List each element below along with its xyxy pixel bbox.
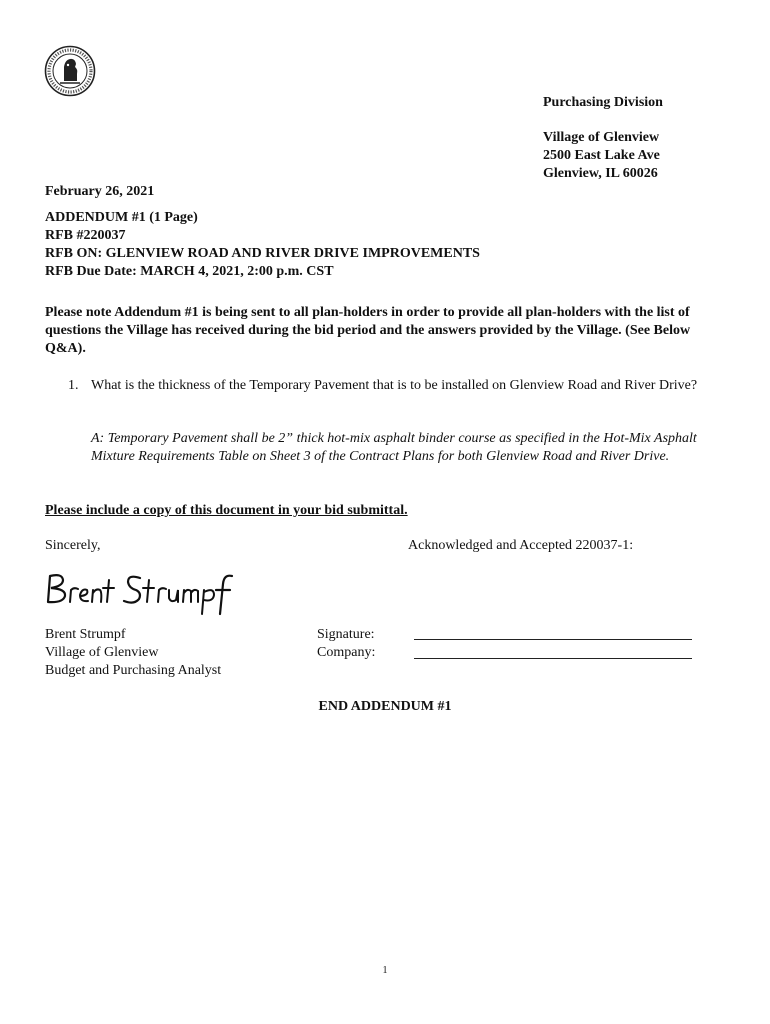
- village-seal-icon: [44, 45, 96, 97]
- sender-street: 2500 East Lake Ave: [543, 148, 660, 163]
- end-addendum: [0, 698, 770, 716]
- page-number: 1: [382, 965, 388, 976]
- signer-block: [45, 626, 221, 680]
- sender-org: Village of Glenview: [543, 130, 660, 145]
- signer-name: Brent Strumpf: [45, 627, 126, 642]
- rfb-due-date: RFB Due Date: MARCH 4, 2021, 2:00 p.m. CST: [45, 264, 334, 279]
- closing-text: Sincerely,: [45, 538, 101, 553]
- sender-division: Purchasing Division: [543, 95, 663, 110]
- signer-title: Budget and Purchasing Analyst: [45, 663, 222, 678]
- answer-text: A: Temporary Pavement shall be 2” thick hot-mix asphalt binder course as specified in the Hot-Mix Asphalt Mixture Requirements Table on Sheet 3 of the Contract Plans for both Glenview Road and River Drive.: [91, 431, 697, 464]
- rfb-subject: RFB ON: GLENVIEW ROAD AND RIVER DRIVE IMPROVEMENTS: [45, 246, 480, 261]
- company-label: Company:: [317, 645, 376, 660]
- acknowledged-label: Acknowledged and Accepted 220037-1:: [408, 538, 634, 553]
- question-number: 1.: [68, 378, 79, 393]
- addendum-note: Please note Addendum #1 is being sent to all plan-holders in order to provide all plan-holders with the list of questions the Village has received during the bid period and the answers provided by the Village. (See Below Q&A).: [45, 305, 691, 356]
- signature-line[interactable]: [414, 639, 692, 640]
- sender-city: Glenview, IL 60026: [543, 166, 658, 181]
- end-addendum-text: END ADDENDUM #1: [318, 699, 452, 714]
- include-copy-note: Please include a copy of this document in your bid submittal.: [45, 503, 408, 518]
- signer-org: Village of Glenview: [45, 645, 159, 660]
- rfb-number: RFB #220037: [45, 228, 126, 243]
- sender-address: [543, 94, 663, 183]
- acceptance-fields: [317, 626, 375, 662]
- company-line[interactable]: [414, 658, 692, 659]
- addendum-title: ADDENDUM #1 (1 Page): [45, 210, 198, 225]
- handwritten-signature: [44, 568, 274, 616]
- question-text: What is the thickness of the Temporary Pavement that is to be installed on Glenview Road and River Drive?: [91, 378, 698, 393]
- signature-label: Signature:: [317, 627, 375, 642]
- letter-date: February 26, 2021: [45, 184, 155, 199]
- addendum-header: [45, 209, 480, 281]
